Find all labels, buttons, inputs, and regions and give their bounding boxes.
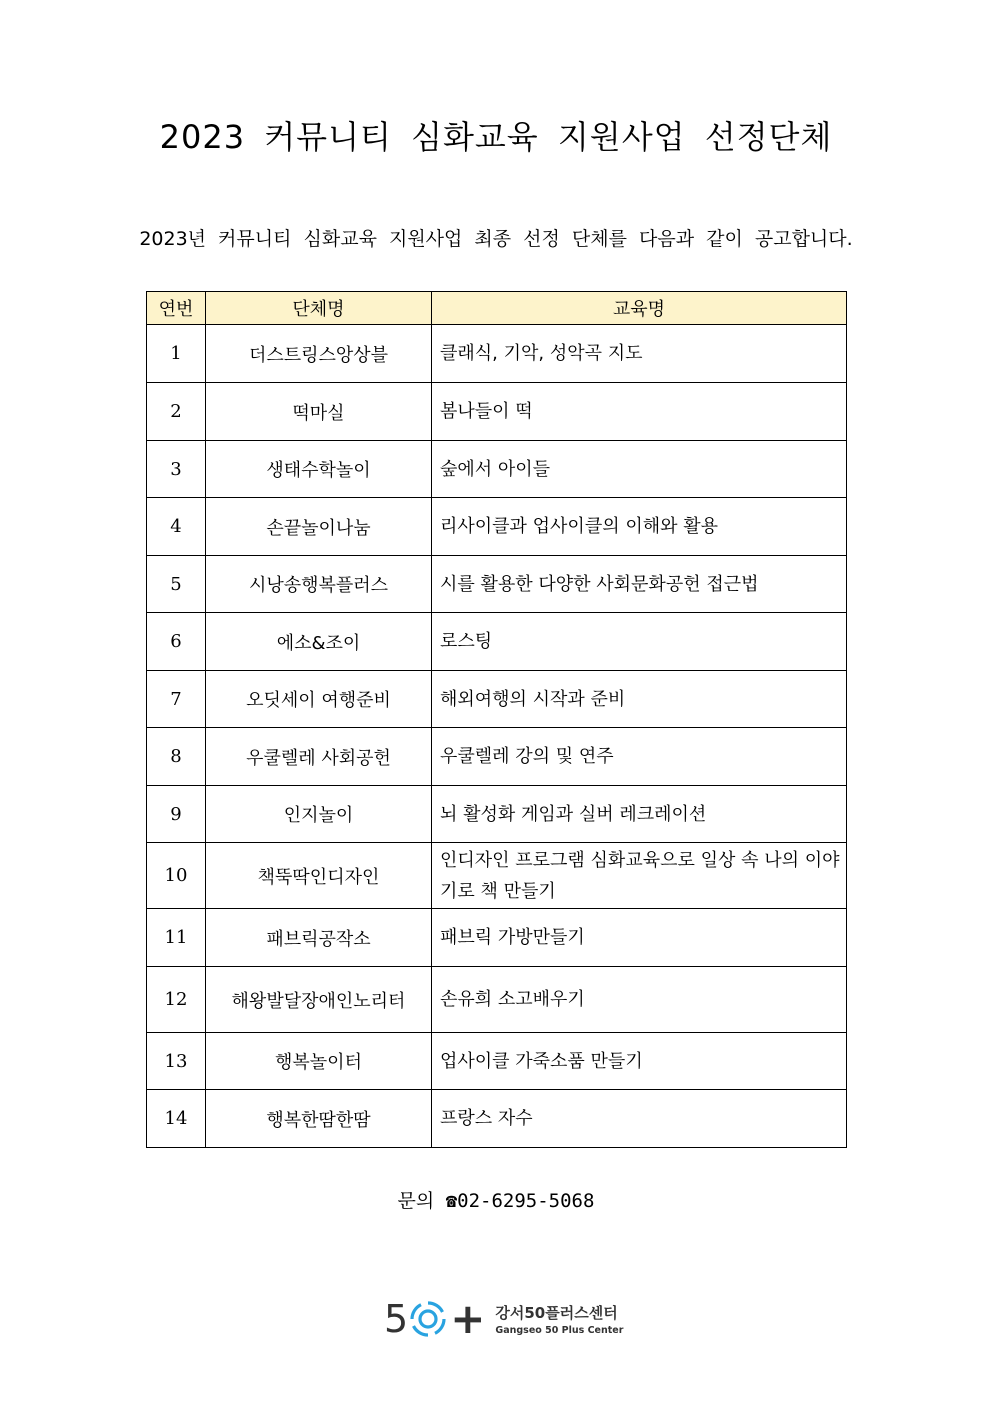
table-row (147, 1033, 847, 1090)
table-row (147, 498, 847, 556)
row-organization: 떡마실 (206, 383, 432, 441)
table-header-row (147, 292, 847, 325)
row-course: 리사이클과 업사이클의 이해와 활용 (432, 498, 847, 556)
logo-five: 5 (384, 1297, 409, 1341)
table-row (147, 613, 847, 671)
row-organization: 생태수학놀이 (206, 441, 432, 498)
row-number: 14 (147, 1090, 206, 1148)
row-organization: 오딧세이 여행준비 (206, 671, 432, 728)
row-number: 6 (147, 613, 206, 671)
row-course: 숲에서 아이들 (432, 441, 847, 498)
contact-label: 문의 (397, 1190, 435, 1212)
header-number: 연번 (147, 292, 206, 325)
logo-plus: + (450, 1294, 486, 1343)
row-course: 우쿨렐레 강의 및 연주 (432, 728, 847, 786)
row-number: 4 (147, 498, 206, 556)
table-row (147, 383, 847, 441)
row-organization: 해왕발달장애인노리터 (206, 967, 432, 1033)
intro-text: 2023년 커뮤니티 심화교육 지원사업 최종 선정 단체를 다음과 같이 공고합니다. (139, 228, 853, 250)
row-course: 인디자인 프로그램 심화교육으로 일상 속 나의 이야기로 책 만들기 (432, 843, 847, 909)
row-number: 10 (147, 843, 206, 909)
row-organization: 패브릭공작소 (206, 909, 432, 967)
row-course: 패브릭 가방만들기 (432, 909, 847, 967)
row-number: 8 (147, 728, 206, 786)
row-number: 12 (147, 967, 206, 1033)
table-row (147, 441, 847, 498)
row-number: 3 (147, 441, 206, 498)
table-row (147, 325, 847, 383)
header-organization: 단체명 (206, 292, 432, 325)
row-organization: 더스트링스앙상블 (206, 325, 432, 383)
table-row (147, 1090, 847, 1148)
table-row (147, 843, 847, 909)
row-course: 봄나들이 떡 (432, 383, 847, 441)
row-organization: 행복놀이터 (206, 1033, 432, 1090)
header-course: 교육명 (432, 292, 847, 325)
row-organization: 시낭송행복플러스 (206, 556, 432, 613)
row-organization: 행복한땀한땀 (206, 1090, 432, 1148)
row-course: 손유희 소고배우기 (432, 967, 847, 1033)
row-course: 뇌 활성화 게임과 실버 레크레이션 (432, 786, 847, 843)
row-number: 7 (147, 671, 206, 728)
table-row (147, 728, 847, 786)
phone-icon: ☎ (445, 1190, 458, 1212)
logo-name-english: Gangseo 50 Plus Center (495, 1325, 624, 1336)
table-row (147, 556, 847, 613)
row-organization: 우쿨렐레 사회공헌 (206, 728, 432, 786)
row-course: 로스팅 (432, 613, 847, 671)
row-number: 11 (147, 909, 206, 967)
center-logo (384, 1294, 624, 1343)
row-course: 시를 활용한 다양한 사회문화공헌 접근법 (432, 556, 847, 613)
row-course: 해외여행의 시작과 준비 (432, 671, 847, 728)
row-course: 클래식, 기악, 성악곡 지도 (432, 325, 847, 383)
table-row (147, 671, 847, 728)
row-organization: 손끝놀이나눔 (206, 498, 432, 556)
page-title: 2023 커뮤니티 심화교육 지원사업 선정단체 (159, 118, 833, 156)
row-organization: 에소&조이 (206, 613, 432, 671)
table-row (147, 786, 847, 843)
selection-table (146, 291, 847, 1148)
row-number: 2 (147, 383, 206, 441)
row-organization: 책뚝딱인디자인 (206, 843, 432, 909)
row-number: 5 (147, 556, 206, 613)
row-number: 9 (147, 786, 206, 843)
table-row (147, 909, 847, 967)
contact-line (0, 1186, 992, 1213)
logo-name-korean: 강서50플러스센터 (495, 1304, 618, 1322)
contact-phone: 02-6295-5068 (457, 1190, 595, 1212)
row-number: 13 (147, 1033, 206, 1090)
logo-ring-icon (408, 1299, 448, 1339)
row-organization: 인지놀이 (206, 786, 432, 843)
row-course: 업사이클 가죽소품 만들기 (432, 1033, 847, 1090)
row-course: 프랑스 자수 (432, 1090, 847, 1148)
row-number: 1 (147, 325, 206, 383)
table-row (147, 967, 847, 1033)
